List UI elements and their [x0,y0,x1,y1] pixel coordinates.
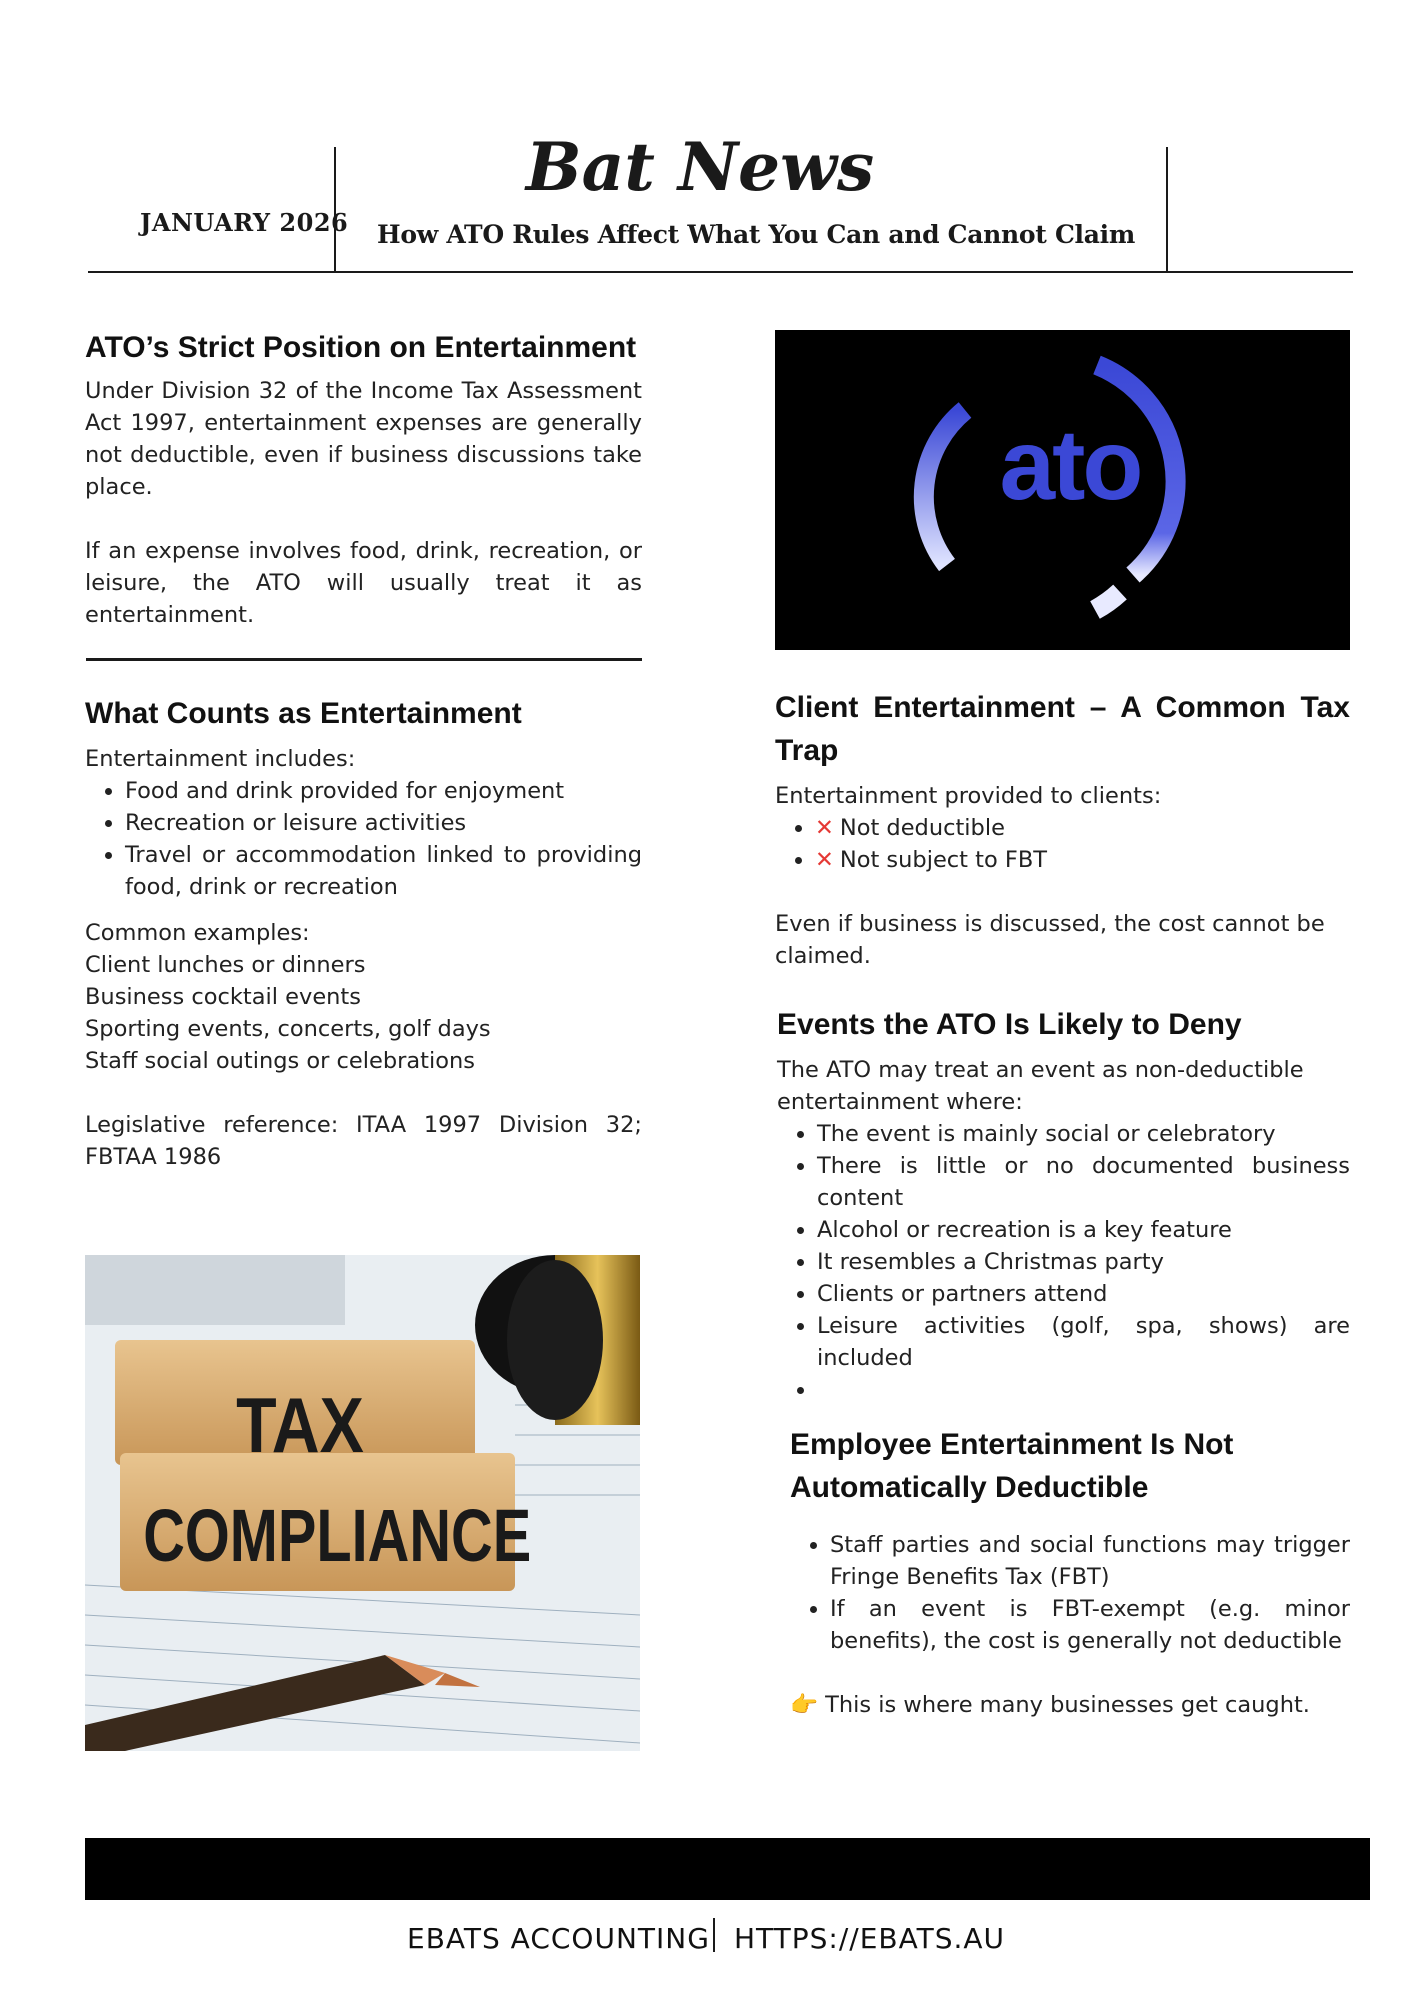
list-item: • If an event is FBT-exempt (e.g. minor benefits), the cost is generally not deductible [830,1593,1350,1657]
paragraph: Even if business is discussed, the cost cannot be claimed. [775,911,1325,969]
paragraph: Under Division 32 of the Income Tax Assessment Act 1997, entertainment expenses are generally not deductible, even if business discussions take place. [85,378,642,500]
list-item: • Staff parties and social functions may trigger Fringe Benefits Tax (FBT) [830,1529,1350,1593]
entertainment-list [85,775,642,903]
tax-compliance-photo [85,1255,640,1751]
list-item: • Recreation or leisure activities [125,807,642,839]
example-item: Staff social outings or celebrations [85,1048,475,1074]
section-heading: What Counts as Entertainment [85,697,522,730]
list-item: • Clients or partners attend [817,1278,1350,1310]
section-employee-entertainment [790,1423,1350,1721]
footer-url[interactable]: HTTPS://EBATS.AU [734,1922,1006,1955]
block-text-compliance: COMPLIANCE [143,1494,532,1577]
ato-logo-text: ato [999,409,1141,521]
example-item: Sporting events, concerts, golf days [85,1016,491,1042]
masthead-rule [88,271,1353,273]
list-item: • There is little or no documented business content [817,1150,1350,1214]
list-item: • It resembles a Christmas party [817,1246,1350,1278]
list-item: • Travel or accommodation linked to providing food, drink or recreation [125,839,642,903]
cross-icon: ✕ [815,847,834,873]
masthead-divider-right [1166,147,1168,272]
list-item-empty [817,1374,1350,1406]
client-entertainment-list [775,812,1350,876]
newsletter-subtitle: How ATO Rules Affect What You Can and Cannot Claim [377,220,1135,249]
legislative-reference: Legislative reference: ITAA 1997 Division 32; FBTAA 1986 [85,1112,642,1170]
footer-divider [713,1918,715,1952]
employee-entertainment-list [790,1529,1350,1657]
callout-text: This is where many businesses get caught. [825,1692,1310,1718]
section-heading: Client Entertainment – A Common Tax Trap [775,691,1350,767]
cross-icon: ✕ [815,815,834,841]
intro-text: Entertainment includes: [85,746,356,772]
ato-logo-panel [775,330,1350,650]
section-heading: ATO’s Strict Position on Entertainment [85,331,637,364]
intro-text: Entertainment provided to clients: [775,783,1162,809]
footer-company: EBATS ACCOUNTING [407,1922,710,1955]
list-item: • The event is mainly social or celebratory [817,1118,1350,1150]
examples-label: Common examples: [85,920,310,946]
events-deny-list [777,1118,1350,1406]
issue-date: JANUARY 2026 [140,208,349,237]
list-item: • ✕ Not deductible [815,812,1350,844]
section-client-entertainment [775,686,1350,972]
section-ato-position [85,326,642,631]
section-heading: Events the ATO Is Likely to Deny [777,1008,1242,1041]
pointing-hand-icon: 👉 [790,1692,819,1718]
list-item: • Leisure activities (golf, spa, shows) are included [817,1310,1350,1374]
section-events-deny [777,1003,1350,1406]
section-heading: Employee Entertainment Is Not Automatically Deductible [790,1428,1234,1504]
example-item: Business cocktail events [85,984,361,1010]
list-item: • Alcohol or recreation is a key feature [817,1214,1350,1246]
intro-text: The ATO may treat an event as non-deductible entertainment where: [777,1057,1304,1115]
block-text-tax: TAX [236,1381,364,1469]
footer-bar [85,1838,1370,1900]
newsletter-title: Bat News [525,128,875,206]
example-item: Client lunches or dinners [85,952,366,978]
list-item: • Food and drink provided for enjoyment [125,775,642,807]
callout-note [790,1689,1350,1721]
section-divider [86,658,642,661]
paragraph: If an expense involves food, drink, recreation, or leisure, the ATO will usually treat it as entertainment. [85,538,642,628]
section-what-counts [85,692,642,1173]
list-item: • ✕ Not subject to FBT [815,844,1350,876]
